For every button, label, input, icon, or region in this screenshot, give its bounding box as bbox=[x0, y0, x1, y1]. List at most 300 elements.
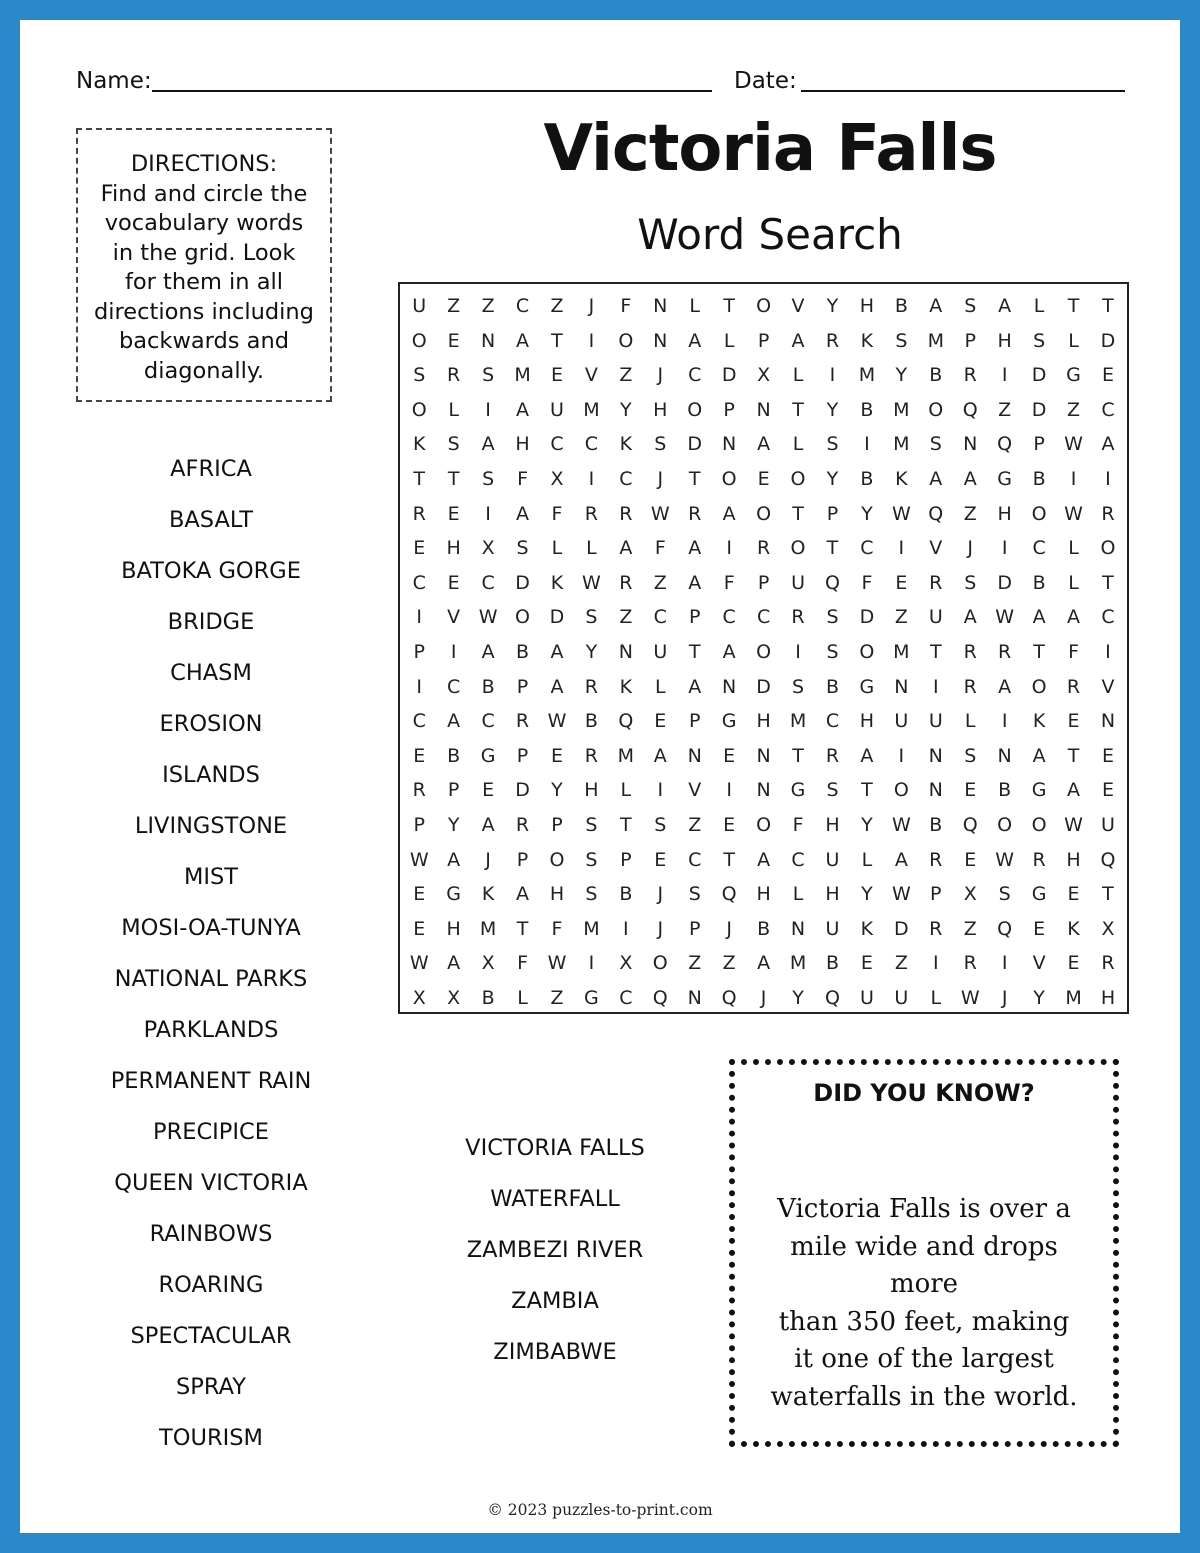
grid-cell[interactable]: T bbox=[792, 744, 804, 767]
grid-cell[interactable]: N bbox=[687, 744, 702, 767]
grid-cell[interactable]: M bbox=[479, 917, 497, 940]
grid-cell[interactable]: B bbox=[860, 398, 874, 421]
grid-cell[interactable]: K bbox=[1032, 710, 1046, 733]
grid-cell[interactable]: L bbox=[586, 537, 597, 560]
grid-cell[interactable]: I bbox=[1070, 467, 1077, 490]
grid-cell[interactable]: T bbox=[826, 537, 839, 560]
grid-cell[interactable]: D bbox=[721, 364, 737, 387]
grid-cell[interactable]: C bbox=[515, 295, 530, 317]
grid-cell[interactable]: Z bbox=[963, 502, 977, 525]
grid-cell[interactable]: R bbox=[1066, 675, 1081, 698]
grid-cell[interactable]: C bbox=[481, 571, 495, 594]
grid-cell[interactable]: W bbox=[547, 952, 567, 975]
grid-cell[interactable]: B bbox=[619, 883, 633, 906]
grid-cell[interactable]: C bbox=[722, 606, 736, 629]
grid-cell[interactable]: E bbox=[1067, 952, 1080, 975]
grid-cell[interactable]: L bbox=[1033, 295, 1045, 317]
grid-cell[interactable]: R bbox=[1101, 502, 1115, 525]
grid-cell[interactable]: Z bbox=[619, 364, 633, 387]
grid-cell[interactable]: S bbox=[826, 779, 839, 802]
grid-cell[interactable]: E bbox=[413, 917, 426, 940]
grid-cell[interactable]: I bbox=[450, 640, 457, 663]
grid-cell[interactable]: S bbox=[585, 813, 598, 836]
grid-cell[interactable]: N bbox=[722, 675, 737, 698]
grid-cell[interactable]: B bbox=[481, 675, 495, 698]
grid-cell[interactable]: I bbox=[795, 640, 801, 663]
grid-cell[interactable]: H bbox=[1100, 986, 1116, 1009]
grid-cell[interactable]: T bbox=[792, 502, 804, 525]
grid-cell[interactable]: A bbox=[550, 675, 564, 698]
grid-cell[interactable]: H bbox=[549, 883, 565, 906]
grid-cell[interactable]: P bbox=[413, 813, 425, 836]
grid-cell[interactable]: O bbox=[756, 813, 772, 836]
grid-cell[interactable]: Z bbox=[722, 952, 736, 975]
grid-cell[interactable]: H bbox=[859, 295, 875, 317]
grid-cell[interactable]: M bbox=[927, 329, 944, 352]
grid-cell[interactable]: F bbox=[551, 502, 563, 525]
grid-cell[interactable]: Q bbox=[997, 917, 1013, 940]
grid-cell[interactable]: W bbox=[891, 813, 911, 836]
grid-cell[interactable]: V bbox=[1101, 675, 1115, 698]
grid-cell[interactable]: C bbox=[619, 986, 633, 1009]
grid-cell[interactable]: I bbox=[657, 779, 664, 802]
grid-cell[interactable]: I bbox=[726, 779, 732, 802]
grid-cell[interactable]: N bbox=[997, 744, 1012, 767]
grid-cell[interactable]: V bbox=[688, 779, 702, 802]
grid-cell[interactable]: S bbox=[964, 295, 977, 317]
grid-cell[interactable]: O bbox=[928, 398, 944, 421]
grid-cell[interactable]: Y bbox=[861, 813, 873, 836]
grid-cell[interactable]: C bbox=[653, 606, 667, 629]
grid-cell[interactable]: C bbox=[791, 848, 805, 871]
grid-cell[interactable]: M bbox=[789, 710, 807, 733]
grid-cell[interactable]: E bbox=[723, 813, 736, 836]
grid-cell[interactable]: P bbox=[930, 883, 942, 906]
grid-cell[interactable]: G bbox=[446, 883, 462, 906]
grid-cell[interactable]: L bbox=[792, 433, 804, 456]
grid-cell[interactable]: W bbox=[891, 502, 911, 525]
grid-cell[interactable]: L bbox=[930, 986, 942, 1009]
grid-cell[interactable]: J bbox=[588, 295, 595, 317]
grid-cell[interactable]: K bbox=[481, 883, 495, 906]
grid-cell[interactable]: U bbox=[894, 986, 909, 1009]
grid-cell[interactable]: P bbox=[688, 917, 701, 940]
grid-cell[interactable]: Y bbox=[895, 364, 908, 387]
grid-cell[interactable]: W bbox=[995, 848, 1015, 871]
grid-cell[interactable]: L bbox=[689, 295, 701, 317]
grid-cell[interactable]: L bbox=[448, 398, 459, 421]
grid-cell[interactable]: H bbox=[997, 329, 1012, 352]
grid-cell[interactable]: H bbox=[756, 710, 771, 733]
grid-cell[interactable]: O bbox=[721, 467, 737, 490]
grid-cell[interactable]: C bbox=[1101, 606, 1115, 629]
grid-cell[interactable]: T bbox=[688, 640, 701, 663]
grid-cell[interactable]: Q bbox=[928, 502, 944, 525]
grid-cell[interactable]: A bbox=[481, 433, 495, 456]
grid-cell[interactable]: K bbox=[895, 467, 908, 490]
grid-cell[interactable]: H bbox=[997, 502, 1012, 525]
grid-cell[interactable]: H bbox=[446, 537, 461, 560]
grid-cell[interactable]: H bbox=[515, 433, 530, 456]
grid-cell[interactable]: K bbox=[860, 329, 874, 352]
grid-cell[interactable]: P bbox=[688, 710, 701, 733]
grid-cell[interactable]: M bbox=[858, 364, 876, 387]
grid-cell[interactable]: W bbox=[409, 952, 429, 975]
grid-cell[interactable]: S bbox=[688, 883, 701, 906]
grid-cell[interactable]: K bbox=[1067, 917, 1080, 940]
grid-cell[interactable]: S bbox=[482, 364, 495, 387]
grid-cell[interactable]: M bbox=[583, 917, 600, 940]
grid-cell[interactable]: G bbox=[584, 986, 599, 1009]
grid-cell[interactable]: A bbox=[1067, 779, 1081, 802]
grid-cell[interactable]: Z bbox=[998, 398, 1012, 421]
grid-cell[interactable]: L bbox=[654, 675, 666, 698]
grid-cell[interactable]: P bbox=[964, 329, 976, 352]
grid-cell[interactable]: A bbox=[688, 675, 702, 698]
grid-cell[interactable]: N bbox=[928, 779, 943, 802]
grid-cell[interactable]: D bbox=[515, 779, 530, 802]
grid-cell[interactable]: E bbox=[1033, 917, 1046, 940]
grid-cell[interactable]: T bbox=[1102, 571, 1114, 594]
grid-cell[interactable]: B bbox=[1032, 571, 1046, 594]
grid-cell[interactable]: A bbox=[653, 744, 667, 767]
grid-cell[interactable]: Q bbox=[721, 883, 737, 906]
grid-cell[interactable]: E bbox=[413, 537, 426, 560]
grid-cell[interactable]: P bbox=[413, 640, 425, 663]
grid-cell[interactable]: A bbox=[481, 813, 495, 836]
grid-cell[interactable]: B bbox=[894, 295, 908, 317]
grid-cell[interactable]: R bbox=[791, 606, 805, 629]
grid-cell[interactable]: D bbox=[1031, 364, 1047, 387]
grid-cell[interactable]: Q bbox=[721, 986, 737, 1009]
grid-cell[interactable]: O bbox=[893, 779, 909, 802]
grid-cell[interactable]: Q bbox=[652, 986, 668, 1009]
grid-cell[interactable]: A bbox=[516, 502, 530, 525]
grid-cell[interactable]: Q bbox=[824, 986, 840, 1009]
grid-cell[interactable]: S bbox=[964, 744, 977, 767]
grid-cell[interactable]: C bbox=[688, 848, 702, 871]
grid-cell[interactable]: Y bbox=[585, 640, 598, 663]
grid-cell[interactable]: R bbox=[963, 364, 977, 387]
grid-cell[interactable]: V bbox=[1032, 952, 1046, 975]
grid-cell[interactable]: I bbox=[485, 398, 491, 421]
grid-cell[interactable]: I bbox=[898, 537, 905, 560]
grid-cell[interactable]: B bbox=[584, 710, 598, 733]
grid-cell[interactable]: A bbox=[1032, 744, 1046, 767]
grid-cell[interactable]: R bbox=[929, 571, 943, 594]
grid-cell[interactable]: A bbox=[929, 295, 943, 317]
grid-cell[interactable]: Z bbox=[653, 571, 667, 594]
grid-cell[interactable]: U bbox=[412, 295, 427, 317]
grid-cell[interactable]: O bbox=[1031, 502, 1047, 525]
grid-cell[interactable]: A bbox=[963, 467, 977, 490]
grid-cell[interactable]: X bbox=[757, 364, 771, 387]
grid-cell[interactable]: S bbox=[654, 433, 667, 456]
grid-cell[interactable]: M bbox=[789, 952, 807, 975]
grid-cell[interactable]: B bbox=[516, 640, 530, 663]
grid-cell[interactable]: R bbox=[515, 813, 530, 836]
grid-cell[interactable]: A bbox=[688, 571, 702, 594]
grid-cell[interactable]: Z bbox=[550, 295, 564, 317]
grid-cell[interactable]: S bbox=[792, 675, 805, 698]
grid-cell[interactable]: T bbox=[723, 295, 735, 317]
grid-cell[interactable]: Z bbox=[1067, 398, 1081, 421]
grid-cell[interactable]: C bbox=[550, 433, 564, 456]
grid-cell[interactable]: A bbox=[757, 952, 771, 975]
grid-cell[interactable]: J bbox=[967, 537, 974, 560]
grid-cell[interactable]: R bbox=[584, 744, 598, 767]
grid-cell[interactable]: E bbox=[860, 952, 873, 975]
grid-cell[interactable]: V bbox=[929, 537, 943, 560]
grid-cell[interactable]: L bbox=[551, 537, 563, 560]
grid-cell[interactable]: A bbox=[481, 640, 495, 663]
grid-cell[interactable]: Z bbox=[963, 917, 977, 940]
grid-cell[interactable]: E bbox=[447, 329, 460, 352]
grid-cell[interactable]: N bbox=[928, 744, 943, 767]
grid-cell[interactable]: R bbox=[619, 502, 633, 525]
grid-cell[interactable]: Q bbox=[997, 433, 1013, 456]
grid-cell[interactable]: H bbox=[653, 398, 668, 421]
grid-cell[interactable]: G bbox=[480, 744, 496, 767]
grid-cell[interactable]: T bbox=[1033, 640, 1045, 663]
grid-cell[interactable]: F bbox=[654, 537, 666, 560]
grid-cell[interactable]: R bbox=[688, 502, 702, 525]
grid-cell[interactable]: E bbox=[447, 571, 460, 594]
grid-cell[interactable]: L bbox=[620, 779, 632, 802]
grid-cell[interactable]: E bbox=[723, 744, 736, 767]
grid-cell[interactable]: E bbox=[1067, 883, 1080, 906]
grid-cell[interactable]: A bbox=[998, 675, 1012, 698]
grid-cell[interactable]: S bbox=[585, 883, 598, 906]
grid-cell[interactable]: R bbox=[963, 952, 977, 975]
grid-cell[interactable]: E bbox=[1067, 710, 1080, 733]
grid-cell[interactable]: F bbox=[792, 813, 804, 836]
grid-cell[interactable]: M bbox=[583, 398, 600, 421]
grid-cell[interactable]: G bbox=[721, 710, 737, 733]
grid-cell[interactable]: J bbox=[726, 917, 732, 940]
grid-cell[interactable]: E bbox=[654, 710, 667, 733]
grid-cell[interactable]: Z bbox=[688, 813, 702, 836]
grid-cell[interactable]: F bbox=[861, 571, 873, 594]
grid-cell[interactable]: S bbox=[585, 848, 598, 871]
grid-cell[interactable]: N bbox=[894, 675, 909, 698]
grid-cell[interactable]: Q bbox=[824, 571, 840, 594]
grid-cell[interactable]: F bbox=[517, 467, 528, 490]
grid-cell[interactable]: I bbox=[1001, 710, 1008, 733]
grid-cell[interactable]: T bbox=[516, 917, 529, 940]
grid-cell[interactable]: P bbox=[688, 606, 701, 629]
grid-cell[interactable]: Z bbox=[894, 952, 908, 975]
grid-cell[interactable]: O bbox=[515, 606, 531, 629]
grid-cell[interactable]: A bbox=[860, 744, 874, 767]
grid-cell[interactable]: A bbox=[516, 883, 530, 906]
grid-cell[interactable]: A bbox=[447, 848, 461, 871]
grid-cell[interactable]: M bbox=[617, 744, 635, 767]
grid-cell[interactable]: H bbox=[1066, 848, 1081, 871]
grid-cell[interactable]: P bbox=[723, 398, 735, 421]
grid-cell[interactable]: S bbox=[998, 883, 1011, 906]
grid-cell[interactable]: U bbox=[894, 710, 909, 733]
grid-cell[interactable]: O bbox=[790, 467, 806, 490]
grid-cell[interactable]: H bbox=[825, 883, 840, 906]
grid-cell[interactable]: Y bbox=[861, 502, 873, 525]
grid-cell[interactable]: B bbox=[447, 744, 461, 767]
grid-cell[interactable]: F bbox=[551, 917, 563, 940]
grid-cell[interactable]: X bbox=[447, 986, 461, 1009]
grid-cell[interactable]: L bbox=[792, 883, 804, 906]
grid-cell[interactable]: S bbox=[1033, 329, 1046, 352]
grid-cell[interactable]: C bbox=[481, 710, 495, 733]
grid-cell[interactable]: S bbox=[964, 571, 977, 594]
grid-cell[interactable]: K bbox=[619, 675, 633, 698]
grid-cell[interactable]: G bbox=[997, 467, 1013, 490]
grid-cell[interactable]: P bbox=[516, 675, 529, 698]
grid-cell[interactable]: V bbox=[584, 364, 598, 387]
grid-cell[interactable]: Y bbox=[826, 467, 839, 490]
grid-cell[interactable]: B bbox=[998, 779, 1012, 802]
grid-cell[interactable]: A bbox=[791, 329, 805, 352]
grid-cell[interactable]: W bbox=[995, 606, 1015, 629]
grid-cell[interactable]: V bbox=[447, 606, 461, 629]
grid-cell[interactable]: O bbox=[1100, 537, 1116, 560]
grid-cell[interactable]: A bbox=[447, 710, 461, 733]
grid-cell[interactable]: N bbox=[963, 433, 978, 456]
grid-cell[interactable]: Q bbox=[962, 398, 978, 421]
grid-cell[interactable]: I bbox=[485, 502, 491, 525]
grid-cell[interactable]: P bbox=[516, 848, 529, 871]
grid-cell[interactable]: D bbox=[997, 571, 1012, 594]
grid-cell[interactable]: L bbox=[723, 329, 735, 352]
grid-cell[interactable]: Z bbox=[481, 295, 495, 317]
grid-cell[interactable]: N bbox=[756, 398, 771, 421]
grid-cell[interactable]: E bbox=[1101, 779, 1114, 802]
grid-cell[interactable]: L bbox=[792, 364, 804, 387]
grid-cell[interactable]: U bbox=[1101, 813, 1115, 836]
grid-cell[interactable]: J bbox=[485, 848, 491, 871]
grid-cell[interactable]: T bbox=[1102, 883, 1114, 906]
grid-cell[interactable]: E bbox=[413, 883, 426, 906]
grid-cell[interactable]: A bbox=[688, 329, 702, 352]
grid-cell[interactable]: K bbox=[860, 917, 874, 940]
grid-cell[interactable]: T bbox=[551, 329, 563, 352]
grid-cell[interactable]: H bbox=[756, 883, 771, 906]
grid-cell[interactable]: R bbox=[825, 329, 840, 352]
grid-cell[interactable]: Y bbox=[620, 398, 632, 421]
grid-cell[interactable]: E bbox=[1101, 744, 1114, 767]
grid-cell[interactable]: A bbox=[894, 848, 908, 871]
grid-cell[interactable]: E bbox=[550, 364, 563, 387]
grid-cell[interactable]: H bbox=[825, 813, 840, 836]
grid-cell[interactable]: G bbox=[1066, 364, 1081, 387]
grid-cell[interactable]: K bbox=[412, 433, 426, 456]
grid-cell[interactable]: P bbox=[757, 571, 770, 594]
grid-cell[interactable]: B bbox=[825, 952, 839, 975]
grid-cell[interactable]: W bbox=[547, 710, 567, 733]
grid-cell[interactable]: K bbox=[619, 433, 633, 456]
grid-cell[interactable]: S bbox=[929, 433, 942, 456]
grid-cell[interactable]: X bbox=[481, 952, 495, 975]
grid-cell[interactable]: Z bbox=[447, 295, 461, 317]
grid-cell[interactable]: I bbox=[932, 675, 939, 698]
grid-cell[interactable]: W bbox=[582, 571, 601, 594]
grid-cell[interactable]: O bbox=[790, 537, 806, 560]
grid-cell[interactable]: I bbox=[588, 329, 595, 352]
grid-cell[interactable]: J bbox=[657, 364, 664, 387]
grid-cell[interactable]: O bbox=[687, 398, 703, 421]
grid-cell[interactable]: P bbox=[516, 744, 529, 767]
grid-cell[interactable]: A bbox=[722, 502, 736, 525]
grid-cell[interactable]: R bbox=[584, 502, 598, 525]
grid-cell[interactable]: N bbox=[653, 295, 668, 317]
grid-cell[interactable]: I bbox=[898, 744, 905, 767]
grid-cell[interactable]: M bbox=[893, 433, 910, 456]
grid-cell[interactable]: R bbox=[756, 537, 771, 560]
grid-cell[interactable]: H bbox=[446, 917, 461, 940]
grid-cell[interactable]: J bbox=[657, 917, 664, 940]
grid-cell[interactable]: N bbox=[1100, 710, 1116, 733]
grid-cell[interactable]: M bbox=[514, 364, 531, 387]
grid-cell[interactable]: Z bbox=[550, 986, 564, 1009]
grid-cell[interactable]: D bbox=[515, 571, 530, 594]
grid-cell[interactable]: A bbox=[447, 952, 461, 975]
grid-cell[interactable]: C bbox=[825, 710, 840, 733]
grid-cell[interactable]: I bbox=[416, 606, 423, 629]
grid-cell[interactable]: N bbox=[790, 917, 806, 940]
grid-cell[interactable]: C bbox=[688, 364, 702, 387]
grid-cell[interactable]: N bbox=[722, 433, 737, 456]
grid-cell[interactable]: R bbox=[929, 848, 943, 871]
grid-cell[interactable]: T bbox=[723, 848, 735, 871]
grid-cell[interactable]: P bbox=[551, 813, 563, 836]
grid-cell[interactable]: C bbox=[1101, 398, 1115, 421]
grid-cell[interactable]: D bbox=[549, 606, 565, 629]
grid-cell[interactable]: O bbox=[1031, 813, 1047, 836]
grid-cell[interactable]: C bbox=[1032, 537, 1046, 560]
grid-cell[interactable]: B bbox=[860, 467, 874, 490]
grid-cell[interactable]: I bbox=[1105, 467, 1111, 490]
grid-cell[interactable]: O bbox=[549, 848, 565, 871]
grid-cell[interactable]: B bbox=[825, 675, 839, 698]
grid-cell[interactable]: T bbox=[1067, 744, 1080, 767]
grid-cell[interactable]: Z bbox=[688, 952, 702, 975]
grid-cell[interactable]: A bbox=[998, 295, 1012, 317]
grid-cell[interactable]: I bbox=[726, 537, 732, 560]
grid-cell[interactable]: B bbox=[481, 986, 495, 1009]
grid-cell[interactable]: O bbox=[997, 813, 1013, 836]
grid-cell[interactable]: I bbox=[864, 433, 870, 456]
grid-cell[interactable]: P bbox=[447, 779, 460, 802]
grid-cell[interactable]: C bbox=[584, 433, 599, 456]
grid-cell[interactable]: U bbox=[550, 398, 564, 421]
grid-cell[interactable]: U bbox=[928, 710, 943, 733]
grid-cell[interactable]: D bbox=[1100, 329, 1116, 352]
grid-cell[interactable]: A bbox=[619, 537, 633, 560]
grid-cell[interactable]: K bbox=[550, 571, 564, 594]
grid-cell[interactable]: G bbox=[1031, 883, 1047, 906]
grid-cell[interactable]: C bbox=[860, 537, 874, 560]
grid-cell[interactable]: Q bbox=[1100, 848, 1116, 871]
grid-cell[interactable]: Y bbox=[551, 779, 563, 802]
grid-cell[interactable]: N bbox=[756, 779, 771, 802]
grid-cell[interactable]: A bbox=[1067, 606, 1081, 629]
grid-cell[interactable]: H bbox=[584, 779, 599, 802]
grid-cell[interactable]: P bbox=[826, 502, 839, 525]
grid-cell[interactable]: X bbox=[619, 952, 633, 975]
grid-cell[interactable]: C bbox=[756, 606, 771, 629]
grid-cell[interactable]: M bbox=[893, 398, 910, 421]
grid-cell[interactable]: N bbox=[653, 329, 668, 352]
grid-cell[interactable]: P bbox=[620, 848, 632, 871]
